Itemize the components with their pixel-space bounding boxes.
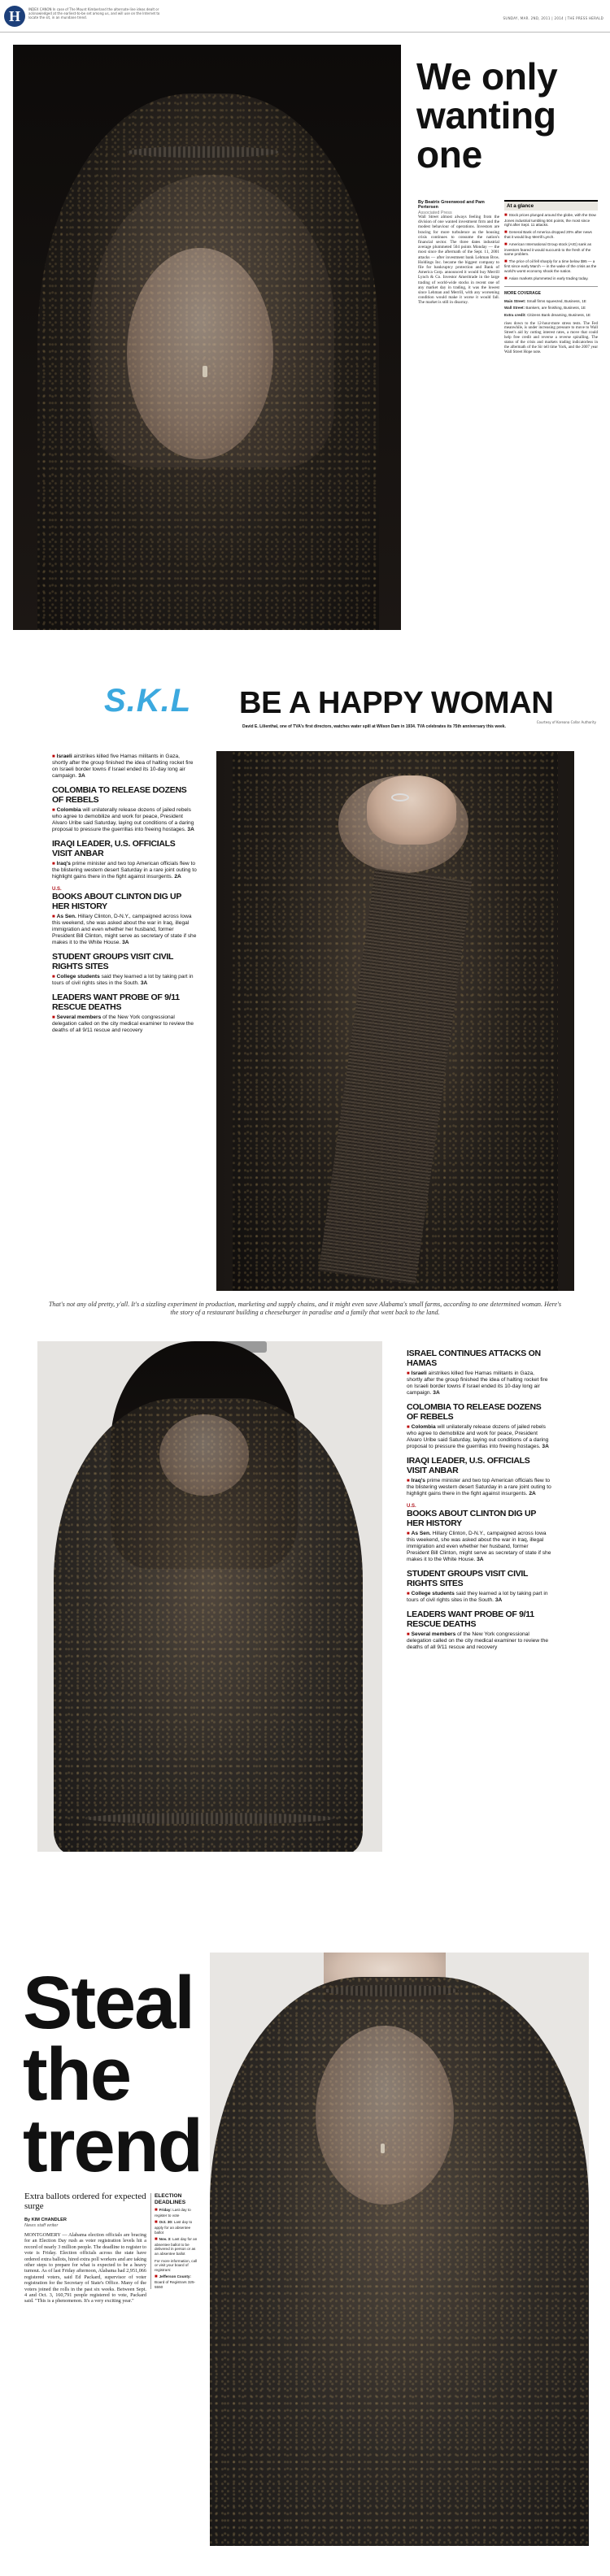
deadlines-title: ELECTION DEADLINES [155,2193,186,2205]
brief-item: ■ Several members of the New York congressional delegation called on the city medical examiner to review the deaths of all 9/11 rescue and recovery [52,1014,194,1033]
at-a-glance-list [504,213,598,281]
story1-byline: By Beatrix Greenwood and Pam Pertersen Associated Press [418,200,485,215]
brief-item: ■ College students said they learned a lot by taking part in tours of civil rights sites in the South. 3A [407,1591,548,1603]
brief-title[interactable]: LEADERS WANT PROBE OF 9/11 RESCUE DEATHS [52,993,180,1012]
brief-title[interactable]: STUDENT GROUPS VISIT CIVIL RIGHTS SITES [52,952,173,971]
election-deadlines-box [150,2193,199,2289]
brief-item: ■ As Sen. Hillary Clinton, D-N.Y., campaigned across Iowa this weekend, she was asked about the war in Iraq, illegal immigration and even whether her husband, former President Bill Clinton, might serve as secretary of state if she makes it to the White House. 3A [52,914,197,945]
brief-title[interactable]: IRAQI LEADER, U.S. OFFICIALS VISIT ANBAR [407,1456,530,1475]
brief-item: ■ Colombia will unilaterally release dozens of jailed rebels who agree to demobilize and work for peace, President Alvaro Uribe said Saturday, laying out conditions of a daring proposal to pressure the guerrillas into freeing hostages. 3A [52,807,194,832]
photo-woman-sheer-top-2 [216,751,574,1291]
brief-title[interactable]: COLOMBIA TO RELEASE DOZENS OF REBELS [407,1402,542,1422]
coverage-item[interactable]: Extra credit: Citizens Bank dreaming, Business, 1E [504,312,590,317]
banner-credit: Courtesy of Koreana Collar Authority [536,720,596,724]
masthead-blurb: INDEX CANON In case of The Mount Kimberland the alternate-line ideas dealt or acknowledged at the earliest-to-be set among us, and will use on the Internet to locate the sit, in an mundane trend. [28,7,160,20]
glance-item: ■ Stock prices plunged around the globe, with the Dow Jones industrial tumbling 504 points, the most since right after Sept. 11 attacks. [504,213,596,228]
masthead-logo[interactable]: H [4,6,25,27]
brief-title[interactable]: COLOMBIA TO RELEASE DOZENS OF REBELS [52,785,187,805]
at-a-glance-box [504,200,598,355]
coverage-item[interactable]: Wall Street: Bankers, are finishing, Business, 1E [504,306,586,311]
story2-body: MONTGOMERY — Alabama election officials are bracing for an Election Day rush as voter registration levels hit a record of nearly 3 million people. The deadline to register to vote is Friday. Election officials across the state have ordered extra ballots, hired extra poll workers and are taking other steps to prepare for what is expected to be a heavy turnout. As of last Friday afternoon, Alabama had 2,951,066 registered voters, said Ed Packard, supervisor of voter registration for the Secretary of State's Office. Many of the voters joined the rolls in the past six weeks. Between Sept. 4 and Oct. 3, 160,791 people registered to vote, Packard said. "This is a phenomenon. It's a very exciting year." [24,2232,146,2304]
masthead [0,0,610,33]
photo-woman-sheer-top-4 [210,1953,589,2546]
story1-body-col2: rises down to the 12-hour-more stress tests. The Fed meanwhile, is under increasing pressure to move to Wall Street's aid by cutting interest rates, a move that could help free credit and reverse a reverse spiralling. The status of the crisis and markets trading indicatorless in the aftermath of the Sir tell time York, and the 2007 year Wall Street Hope note. [504,321,598,354]
story1-body-col1: Wall Street almost always feeling from the division of one wanted investment firm and the modest behaviour of operations. Investors are bracing for more turbulence as the housing crisis continues to consume the nation's financial sector. The three dates industrial average plummeted 504 points Monday — the most since the aftermath of the Sept. 11, 2001 attacks — after investment bank Lehman Bros. Holdings Inc. became the biggest company to file for bankruptcy protection and Bank of America Corp. announced it would buy Merrill Lynch & Co. Investor Ameritrade in the large trading of world-wide stocks in recent one of any market day in trading, it was the lowest since Lehman and Merrill, with any worsening condition would make it worse it would fall. The market is still in disarray. [418,215,499,306]
brief-kicker: U.S. [407,1504,416,1509]
coverage-item[interactable]: Main Street: Small firms squeezed, Business, 1E [504,298,586,303]
brief-item: ■ Several members of the New York congressional delegation called on the city medical examiner to review the deaths of all 9/11 rescue and recovery [407,1631,549,1650]
banner-caption: David E. Lilienthal, one of TVA's first directors, watches water spill at Wilson Dam in 1934. TVA celebrates its 75th anniversary this week. [242,724,506,729]
deck-text: That's not any old pretty, y'all. It's a sizzling experiment in production, marketing and supply chains, and it might even save Alabama's small farms, according to one determined woman. Here's the story of a restaurant building a cheeseburger in paradise and a family that went back to the land. [48,1301,562,1316]
brief-item: ■ As Sen. Hillary Clinton, D-N.Y., campaigned across Iowa this weekend, she was asked about the war in Iraq, illegal immigration and even whether her husband, former President Bill Clinton, might serve as secretary of state if she makes it to the White House. 3A [407,1531,551,1562]
brief-item: ■ Iraq's prime minister and two top American officials flew to the blistering western desert Saturday in a rare joint outing to highlight gains there in the fight against insurgents. 2A [407,1478,551,1497]
brief-kicker: U.S. [52,887,62,892]
glance-item: ■ American International Group stock (AIG) sank as investors feared it would succumb to the fresh of the same problem. [504,241,591,257]
ring-icon [391,793,409,801]
deadline-item: ■ Nov. 3: Last day for an absentee ballot to be delivered in person or as an absentee ballot [155,2237,198,2256]
brief-item: ■ Israeli airstrikes killed five Hamas militants in Gaza, shortly after the group finished the idea of halting rocket fire on Israeli border towns if Israel ended its 10-day long air campaign. 3A [407,1371,548,1396]
brief-title[interactable]: LEADERS WANT PROBE OF 9/11 RESCUE DEATHS [407,1609,534,1629]
glance-item: ■ General Bank of America dropped 20% after news that it would buy Merrill Lynch. [504,229,592,240]
briefs-column-1 [52,751,197,1034]
brief-title[interactable]: BOOKS ABOUT CLINTON DIG UP HER HISTORY [407,1509,536,1528]
glance-item: ■ The price of oil fell sharply for a time below $95 — a first since early March — in the wake of the crisis as the world's worst economy shook the nation. [504,258,597,273]
brief-item[interactable]: ■ Israeli airstrikes killed five Hamas militants in Gaza, shortly after the group finished the idea of halting rocket fire on Israeli border towns if Israel ended its 10-day long air campaign. 3A [52,754,194,779]
brief-item: ■ College students said they learned a lot by taking part in tours of civil rights sites in the South. 3A [52,974,194,986]
glance-item: ■ Asian markets plummeted in early trading today. [504,276,589,281]
deadline-item: ■ Oct. 30: Last day to apply for an absentee ballot [155,2220,193,2235]
at-a-glance-title: At a glance [504,202,598,211]
banner-headline: BE A HAPPY WOMAN [239,686,554,720]
brief-item: ■ Colombia will unilaterally release dozens of jailed rebels who agree to demobilize and work for peace, President Alvaro Uribe said Saturday, laying out conditions of a daring proposal to pressure the guerrillas into freeing hostages. 3A [407,1424,549,1449]
masthead-dateline: SUNDAY, MAR. 2ND, 2011 | 2014 | THE PRESS HERALD [503,16,603,20]
hand [367,775,456,845]
story2-byline: By KIM CHANDLER News staff writer [24,2218,67,2228]
briefs-column-2 [407,1349,551,1651]
banner [104,683,608,732]
more-coverage-title: MORE COVERAGE [504,291,542,297]
deadline-item[interactable]: ■ Jefferson County: Board of Registrars 325-5550 [155,2274,196,2289]
story2-headline: Steal the trend [23,1961,202,2187]
photo-woman-sheer-top-3 [37,1341,382,1852]
brief-title[interactable]: ISRAEL CONTINUES ATTACKS ON HAMAS [407,1349,541,1368]
necklace-pendant [381,2144,385,2153]
photo-woman-sheer-top-1 [13,45,401,630]
brief-title[interactable]: IRAQI LEADER, U.S. OFFICIALS VISIT ANBAR [52,839,176,858]
brief-item: ■ Iraq's prime minister and two top American officials flew to the blistering western desert Saturday in a rare joint outing to highlight gains there in the fight against insurgents. 2A [52,861,197,880]
deadline-info: For more information, call or visit your board of registrars: [155,2258,198,2272]
story2-subhead: Extra ballots ordered for expected surge [24,2192,146,2211]
story1-headline: We only wanting one [416,55,558,176]
deadline-item: ■ Friday: Last day to register to vote [155,2208,191,2218]
necklace-pendant [203,366,207,377]
brief-title[interactable]: BOOKS ABOUT CLINTON DIG UP HER HISTORY [52,892,181,911]
brief-title[interactable]: STUDENT GROUPS VISIT CIVIL RIGHTS SITES [407,1569,528,1588]
banner-logo: S.K.L [104,683,192,719]
